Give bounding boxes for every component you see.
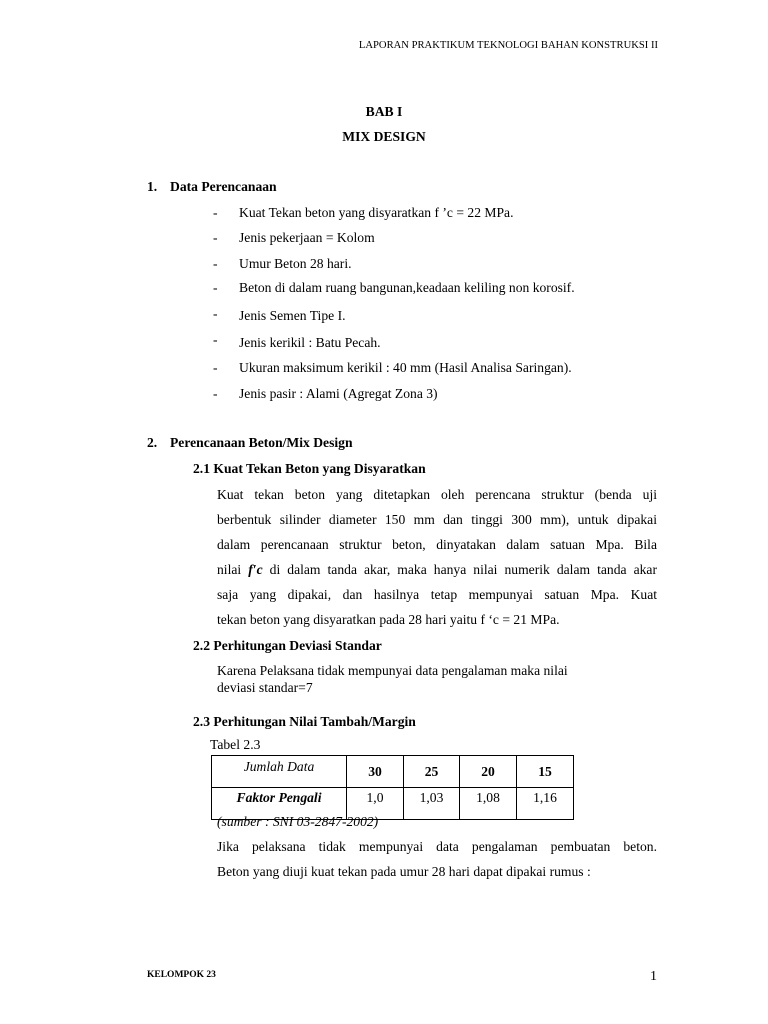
table-cell: 15 (517, 756, 574, 788)
table-caption: Tabel 2.3 (210, 737, 261, 752)
table-row-label: Jumlah Data (212, 756, 347, 788)
section-2-number: 2. (147, 435, 158, 450)
list-dash: - (213, 306, 218, 321)
table-cell: 25 (404, 756, 460, 788)
list-dash: - (213, 205, 218, 220)
subsection-2-2-line: deviasi standar=7 (217, 680, 313, 695)
table-source: (sumber : SNI 03-2847-2002) (217, 814, 379, 829)
list-item-text: Kuat Tekan beton yang disyaratkan f ’c = 22 MPa. (239, 205, 514, 220)
paragraph-text: di dalam tanda akar, maka hanya nilai numerik dalam tanda akar (269, 562, 657, 577)
section-1-title: Data Perencanaan (170, 179, 277, 194)
paragraph-line: tekan beton yang disyaratkan pada 28 hari yaitu f ‘c = 21 MPa. (217, 612, 560, 627)
subsection-2-1-paragraph (217, 482, 657, 632)
chapter-title: MIX DESIGN (342, 129, 426, 144)
paragraph-line: Beton yang diuji kuat tekan pada umur 28 hari dapat dipakai rumus : (217, 864, 591, 879)
running-header: LAPORAN PRAKTIKUM TEKNOLOGI BAHAN KONSTRUKSI II (358, 40, 658, 51)
list-item-text: Jenis Semen Tipe I. (239, 308, 346, 323)
table-cell: 1,08 (460, 788, 517, 820)
subsection-2-3-paragraph (217, 834, 657, 884)
table-row-label: Faktor Pengali (212, 788, 347, 820)
list-item-text: Ukuran maksimum kerikil : 40 mm (Hasil Analisa Saringan). (239, 360, 572, 375)
table-cell: 30 (347, 756, 404, 788)
table-row (212, 756, 574, 788)
page-number: 1 (650, 969, 657, 984)
paragraph-line: Kuat tekan beton yang ditetapkan oleh perencana struktur (benda uji (217, 487, 657, 502)
list-dash: - (213, 360, 218, 375)
paragraph-line (217, 557, 657, 582)
list-dash: - (213, 230, 218, 245)
subsection-2-3-title: 2.3 Perhitungan Nilai Tambah/Margin (193, 714, 416, 729)
list-dash: - (213, 280, 218, 295)
paragraph-text: nilai (217, 562, 242, 577)
subsection-2-1-title: 2.1 Kuat Tekan Beton yang Disyaratkan (193, 461, 426, 476)
list-item-text: Beton di dalam ruang bangunan,keadaan keliling non korosif. (239, 280, 575, 295)
table-cell: 1,03 (404, 788, 460, 820)
paragraph-line: berbentuk silinder diameter 150 mm dan tinggi 300 mm), untuk dipakai (217, 512, 657, 527)
list-dash: - (213, 332, 218, 347)
list-item-text: Jenis pasir : Alami (Agregat Zona 3) (239, 386, 438, 401)
subsection-2-2-title: 2.2 Perhitungan Deviasi Standar (193, 638, 382, 653)
list-item-text: Umur Beton 28 hari. (239, 256, 352, 271)
list-item-text: Jenis kerikil : Batu Pecah. (239, 335, 381, 350)
list-dash: - (213, 256, 218, 271)
section-2-title: Perencanaan Beton/Mix Design (170, 435, 353, 450)
paragraph-line: Jika pelaksana tidak mempunyai data pengalaman pembuatan beton. (217, 839, 657, 854)
paragraph-line: dalam perencanaan struktur beton, dinyatakan dalam satuan Mpa. Bila (217, 537, 657, 552)
table-cell: 20 (460, 756, 517, 788)
factor-table (211, 755, 574, 820)
subsection-2-2-line: Karena Pelaksana tidak mempunyai data pengalaman maka nilai (217, 663, 568, 678)
section-1-number: 1. (147, 179, 158, 194)
footer-group: KELOMPOK 23 (147, 970, 216, 980)
chapter-number: BAB I (365, 104, 403, 119)
list-dash: - (213, 386, 218, 401)
table-cell: 1,0 (347, 788, 404, 820)
paragraph-line: saja yang dipakai, dan hasilnya tetap mempunyai satuan Mpa. Kuat (217, 587, 657, 602)
table-cell: 1,16 (517, 788, 574, 820)
fc-symbol: f′c (248, 562, 263, 577)
list-item-text: Jenis pekerjaan = Kolom (239, 230, 375, 245)
